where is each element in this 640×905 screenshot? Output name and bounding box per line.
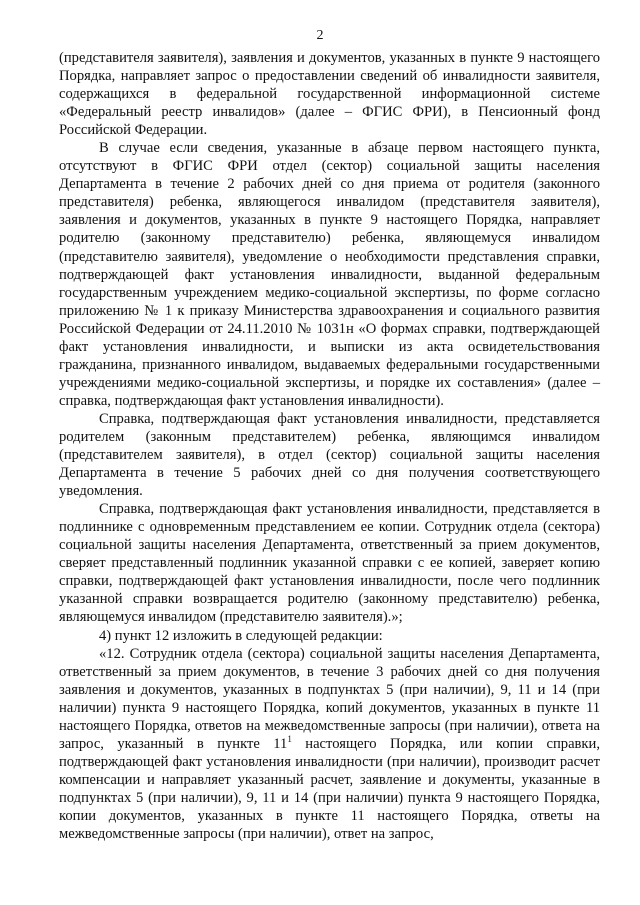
superscript-reference: 1 [287,733,292,744]
paragraph-4: Справка, подтверждающая факт установления инвалидности, представляется в подлиннике с одновременным представлением ее копии. Сотрудник отдела (сектора) социальной защиты населения Департамента, ответственный за прием документов, сверяет представленный подлинник указанной справки с ее копией, заверяет копию справки, подтверждающей факт установления инвалидности, после чего подлинник указанной справки возвращается родителю (законному представителю) ребенка, являющемуся инвалидом (представителю заявителя).»; [59,501,600,626]
paragraph-6-text-end: настоящего Порядка, или копии справки, подтверждающей факт установления инвалидности (при наличии), производит расчет компенсации и направляет указанный расчет, заявление и документы, указанные в подпунктах 5 (при наличии), 9, 11 и 14 (при наличии) пункта 9 настоящего Порядка, копии документов, указанных в пункте 11 настоящего Порядка, ответы на межведомственные запросы (при наличии), ответ на запрос, [59,735,600,843]
paragraph-6 [59,645,600,844]
paragraph-2: В случае если сведения, указанные в абзаце первом настоящего пункта, отсутствуют в ФГИС ФРИ отдел (сектор) социальной защиты населения Департамента в течение 2 рабочих дней со дня приема от родителя (законного представителя) ребенка, являющегося инвалидом (представителя заявителя), заявления и документов, указанных в пункте 9 настоящего Порядка, направляет родителю (законному представителю) ребенка, являющемуся инвалидом (представителю заявителя), уведомление о необходимости представления справки, подтверждающей факт установления инвалидности, выданной федеральным государственным учреждением медико-социальной экспертизы, по форме согласно приложению № 1 к приказу Министерства здравоохранения и социального развития Российской Федерации от 24.11.2010 № 1031н «О формах справки, подтверждающей факт установления инвалидности, и выписки из акта освидетельствования гражданина, признанного инвалидом, выдаваемых федеральными государственными учреждениями медико-социальной экспертизы, и порядке их составления» (далее – справка, подтверждающая факт установления инвалидности). [59,140,600,409]
paragraph-5: 4) пункт 12 изложить в следующей редакции: [99,627,383,644]
document-body [59,49,600,843]
paragraph-3: Справка, подтверждающая факт установления инвалидности, представляется родителем (законным представителем) ребенка, являющимся инвалидом (представителем заявителя), в отдел (сектор) социальной защиты населения Департамента в течение 5 рабочих дней со дня получения соответствующего уведомления. [59,410,600,500]
paragraph-6-text-start: «12. Сотрудник отдела (сектора) социальной защиты населения Департамента, ответственный за прием документов, в течение 3 рабочих дней со дня получения заявления и документов, указанных в подпунктах 5 (при наличии), 9, 11 и 14 (при наличии) пункта 9 настоящего Порядка, копий документов, указанных в пункте 11 настоящего Порядка, ответов на межведомственные запросы (при наличии), ответа на запрос, указанный в пункте 11 [59,645,600,752]
page-number: 2 [316,28,324,43]
paragraph-1: (представителя заявителя), заявления и документов, указанных в пункте 9 настоящего Порядка, направляет запрос о предоставлении сведений об инвалидности заявителя, содержащихся в федеральной государственной информационной системе «Федеральный реестр инвалидов» (далее – ФГИС ФРИ), в Пенсионный фонд Российской Федерации. [59,50,600,139]
